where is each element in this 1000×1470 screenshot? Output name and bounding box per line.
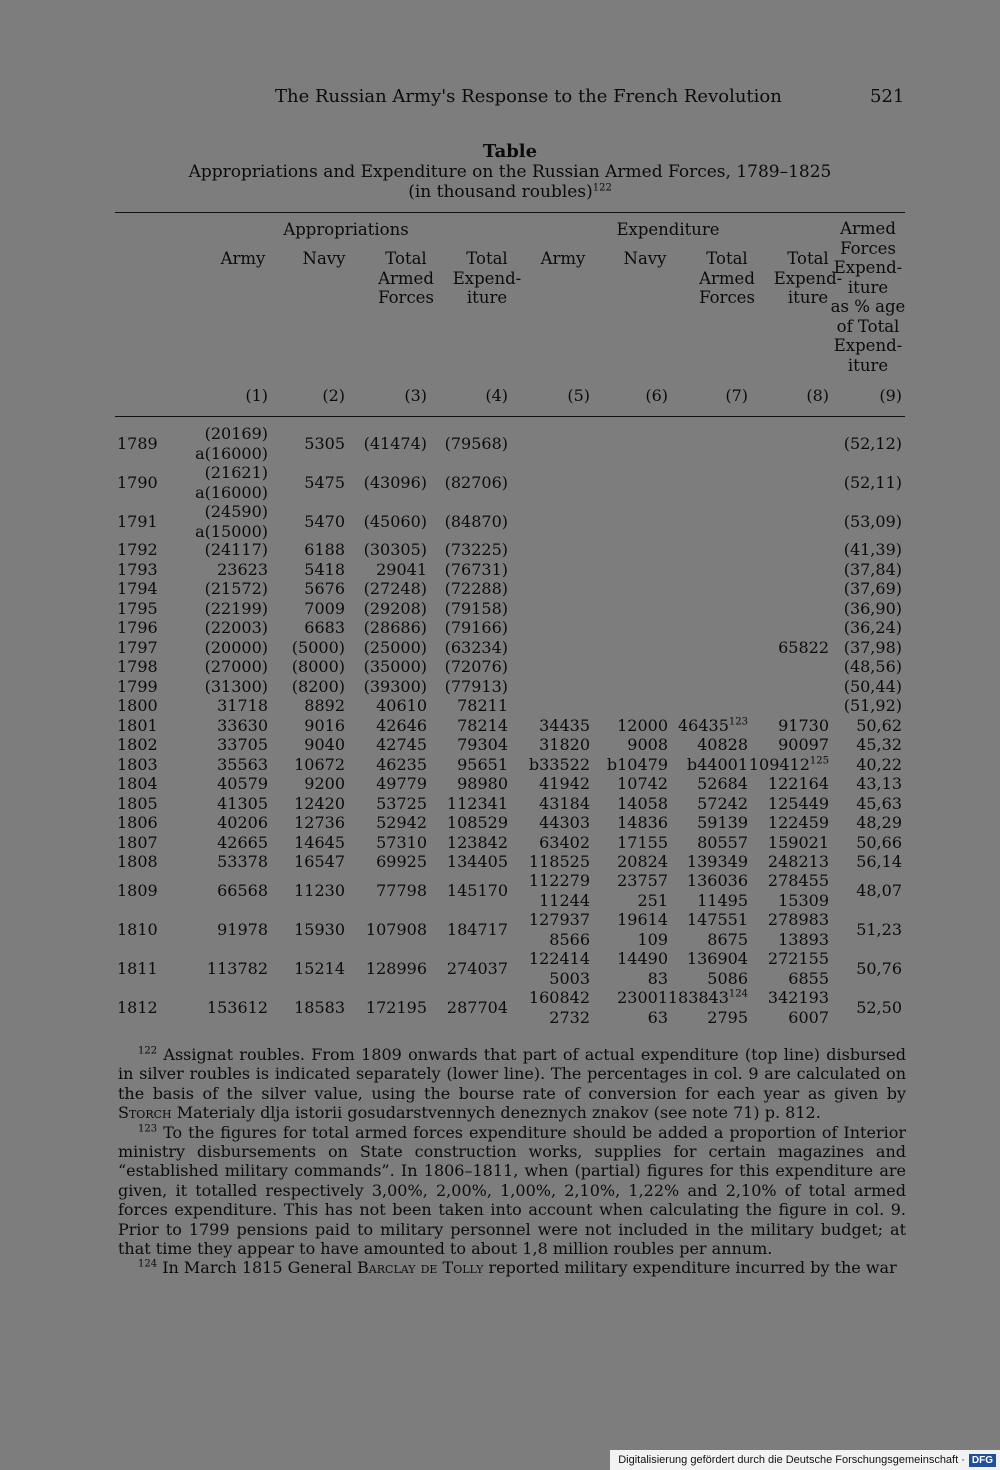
cell-c2: 9016: [304, 716, 345, 735]
cell-c8: 122164: [767, 774, 829, 793]
column-number: (6): [645, 386, 668, 405]
row-year: 1789: [117, 433, 158, 453]
cell-army-appropriation: 53378: [217, 852, 268, 871]
column-header: Total Expend- iture: [773, 249, 843, 307]
cell-c3: 128996: [365, 958, 427, 978]
row-year: 1801: [117, 716, 158, 735]
row-year: 1807: [117, 833, 158, 852]
cell-c8-silver: 6007: [788, 1007, 829, 1027]
column-number: (1): [245, 386, 268, 405]
cell-c7: 139349: [686, 852, 748, 871]
cell-c2: 5418: [304, 560, 345, 579]
row-year: 1805: [117, 794, 158, 813]
cell-c6: 17155: [617, 833, 668, 852]
cell-c7-assignat: 147551: [686, 910, 748, 929]
row-year: 1800: [117, 696, 158, 715]
cell-c8: 90097: [778, 735, 829, 754]
cell-army-appropriation: 153612: [206, 997, 268, 1017]
cell-c3: 46235: [376, 755, 427, 774]
cell-c9-percentage: 50,62: [856, 716, 902, 735]
cell-c2: 14645: [294, 833, 345, 852]
cell-army-appropriation: (22003): [204, 618, 268, 637]
cell-army-appropriation: 113782: [206, 958, 268, 978]
cell-c3: 42646: [376, 716, 427, 735]
cell-c6-assignat: 14490: [617, 949, 668, 968]
cell-c5-assignat: 160842: [528, 988, 590, 1007]
row-year: 1792: [117, 540, 158, 559]
cell-army-appropriation: 33630: [217, 716, 268, 735]
cell-c9-percentage: 50,66: [856, 833, 902, 852]
cell-army-appropriation: (24590): [204, 502, 268, 521]
row-year: 1797: [117, 638, 158, 657]
cell-c4: 79304: [457, 735, 508, 754]
cell-c6: 12000: [617, 716, 668, 735]
cell-c3: (25000): [363, 638, 427, 657]
cell-c3: 49779: [376, 774, 427, 793]
cell-c5: 44303: [539, 813, 590, 832]
cell-c2: 10672: [294, 755, 345, 774]
cell-c9-percentage: 50,76: [856, 958, 902, 978]
row-year: 1804: [117, 774, 158, 793]
cell-c5-assignat: 112279: [528, 871, 590, 890]
cell-c9-percentage: (37,84): [843, 560, 902, 579]
row-year: 1795: [117, 599, 158, 618]
row-year: 1812: [117, 997, 158, 1017]
row-year: 1811: [117, 958, 158, 978]
cell-c9-percentage: 56,14: [856, 852, 902, 871]
column-header: Total Armed Forces: [699, 249, 755, 307]
cell-army-appropriation-alt: a(15000): [195, 521, 268, 541]
cell-army-appropriation: (21621): [204, 463, 268, 482]
cell-c4: 184717: [446, 919, 508, 939]
cell-c4: (77913): [444, 677, 508, 696]
cell-c2: 5305: [304, 433, 345, 453]
cell-c9-percentage: (36,90): [843, 599, 902, 618]
cell-c9-percentage: (50,44): [843, 677, 902, 696]
cell-army-appropriation: 66568: [217, 880, 268, 900]
cell-c2: 9200: [304, 774, 345, 793]
cell-c3: (29208): [363, 599, 427, 618]
cell-c9-percentage: 51,23: [856, 919, 902, 939]
cell-c2: 6188: [304, 540, 345, 559]
cell-c3: (45060): [363, 511, 427, 531]
cell-c3: (43096): [363, 472, 427, 492]
cell-c4: (72288): [444, 579, 508, 598]
table-title: Appropriations and Expenditure on the Russian Armed Forces, 1789–1825: [188, 162, 832, 182]
cell-army-appropriation: 33705: [217, 735, 268, 754]
cell-c2: (8200): [291, 677, 345, 696]
cell-army-appropriation: 31718: [217, 696, 268, 715]
cell-c9-percentage: 52,50: [856, 997, 902, 1017]
cell-c2: (5000): [291, 638, 345, 657]
column-header: Navy: [302, 249, 346, 268]
cell-army-appropriation: 35563: [217, 755, 268, 774]
footnotes: [118, 1045, 906, 1278]
cell-army-appropriation: 91978: [217, 919, 268, 939]
group-expenditure: Expenditure: [616, 220, 720, 239]
cell-c9-percentage: 43,13: [856, 774, 902, 793]
cell-c9-percentage: 45,63: [856, 794, 902, 813]
group-appropriations: Appropriations: [283, 220, 409, 239]
cell-c5-silver: 11244: [539, 890, 590, 910]
cell-c5-silver: 8566: [549, 929, 590, 949]
cell-c8-assignat: 342193: [767, 988, 829, 1007]
table-units: (in thousand roubles)$^{122}$: [408, 182, 612, 202]
cell-c4: 287704: [446, 997, 508, 1017]
cell-c4: 78211: [457, 696, 508, 715]
column-number: (2): [322, 386, 345, 405]
cell-c2: 6683: [304, 618, 345, 637]
row-year: 1794: [117, 579, 158, 598]
cell-c3: (27248): [363, 579, 427, 598]
cell-c3: 42745: [376, 735, 427, 754]
cell-c4: (72076): [444, 657, 508, 676]
cell-c7-assignat: 183843$^{124}$: [667, 988, 748, 1007]
cell-c2: 15214: [294, 958, 345, 978]
column-header: Army: [540, 249, 586, 268]
cell-c7-silver: 5086: [707, 968, 748, 988]
column-number: (7): [725, 386, 748, 405]
cell-army-appropriation: (24117): [204, 540, 268, 559]
cell-army-appropriation-alt: a(16000): [195, 482, 268, 502]
cell-c4: 95651: [457, 755, 508, 774]
cell-c8: 65822: [778, 638, 829, 657]
cell-c4: 98980: [457, 774, 508, 793]
cell-army-appropriation-alt: a(16000): [195, 443, 268, 463]
row-year: 1803: [117, 755, 158, 774]
cell-c6: 14836: [617, 813, 668, 832]
cell-c3: 57310: [376, 833, 427, 852]
dfg-logo: DFG: [969, 1454, 996, 1467]
cell-c2: 12420: [294, 794, 345, 813]
cell-c7: 46435$^{123}$: [678, 716, 748, 735]
row-year: 1791: [117, 511, 158, 531]
cell-c5-assignat: 122414: [528, 949, 590, 968]
cell-army-appropriation: (22199): [204, 599, 268, 618]
column-number: (4): [485, 386, 508, 405]
row-year: 1806: [117, 813, 158, 832]
cell-c2: 11230: [294, 880, 345, 900]
cell-c3: 53725: [376, 794, 427, 813]
cell-c9-percentage: (37,98): [843, 638, 902, 657]
cell-c7: 40828: [697, 735, 748, 754]
cell-c9-percentage: (37,69): [843, 579, 902, 598]
cell-army-appropriation: 41305: [217, 794, 268, 813]
cell-c6: 10742: [617, 774, 668, 793]
cell-c4: 108529: [446, 813, 508, 832]
cell-c8: 125449: [767, 794, 829, 813]
row-year: 1790: [117, 472, 158, 492]
page-number: 521: [870, 86, 905, 107]
column-header: Total Expend- iture: [452, 249, 522, 307]
cell-c8: 91730: [778, 716, 829, 735]
cell-c6: 20824: [617, 852, 668, 871]
cell-c2: 9040: [304, 735, 345, 754]
footnote-ref: 122: [592, 182, 612, 194]
row-year: 1796: [117, 618, 158, 637]
footnote-ref: 124: [728, 988, 748, 1000]
cell-c7-assignat: 136904: [686, 949, 748, 968]
digitization-footer: [610, 1450, 1000, 1470]
column-number: (9): [879, 386, 902, 405]
cell-c3: 77798: [376, 880, 427, 900]
cell-c3: 29041: [376, 560, 427, 579]
cell-c5: b33522: [528, 755, 590, 774]
cell-c5-silver: 2732: [549, 1007, 590, 1027]
cell-c7: 52684: [697, 774, 748, 793]
cell-c5: 41942: [539, 774, 590, 793]
cell-c4: 274037: [446, 958, 508, 978]
cell-c4: 112341: [446, 794, 508, 813]
cell-army-appropriation: (27000): [204, 657, 268, 676]
cell-c5: 43184: [539, 794, 590, 813]
footnote-ref: 123: [728, 716, 748, 728]
cell-c5-assignat: 127937: [528, 910, 590, 929]
column-number: (8): [806, 386, 829, 405]
column-header: Total Armed Forces: [378, 249, 434, 307]
row-year: 1809: [117, 880, 158, 900]
cell-c4: 78214: [457, 716, 508, 735]
cell-c9-percentage: (51,92): [843, 696, 902, 715]
column-number: (3): [404, 386, 427, 405]
cell-c4: 145170: [446, 880, 508, 900]
cell-c8-silver: 15309: [778, 890, 829, 910]
footnote-ref: 125: [809, 755, 829, 767]
cell-c4: 123842: [446, 833, 508, 852]
cell-army-appropriation: 40579: [217, 774, 268, 793]
cell-c9-percentage: 40,22: [856, 755, 902, 774]
cell-c8-silver: 13893: [778, 929, 829, 949]
table-label: Table: [482, 141, 538, 162]
cell-c4: (63234): [444, 638, 508, 657]
cell-c8-assignat: 278455: [767, 871, 829, 890]
row-year: 1810: [117, 919, 158, 939]
cell-c4: (79166): [444, 618, 508, 637]
cell-army-appropriation: 42665: [217, 833, 268, 852]
cell-c2: (8000): [291, 657, 345, 676]
cell-c7: 59139: [697, 813, 748, 832]
column-header: Army: [220, 249, 266, 268]
cell-c2: 5470: [304, 511, 345, 531]
cell-c6-silver: 83: [647, 968, 668, 988]
cell-c9-percentage: 45,32: [856, 735, 902, 754]
cell-c2: 7009: [304, 599, 345, 618]
cell-c9-percentage: (52,12): [843, 433, 902, 453]
cell-c3: 172195: [365, 997, 427, 1017]
cell-c4: (82706): [444, 472, 508, 492]
cell-c9-percentage: (36,24): [843, 618, 902, 637]
cell-c7: b44001: [686, 755, 748, 774]
cell-c8: 248213: [767, 852, 829, 871]
cell-c2: 18583: [294, 997, 345, 1017]
cell-c7-silver: 11495: [697, 890, 748, 910]
cell-c3: 69925: [376, 852, 427, 871]
cell-c8: 159021: [767, 833, 829, 852]
cell-army-appropriation: 40206: [217, 813, 268, 832]
row-year: 1799: [117, 677, 158, 696]
cell-c7-silver: 2795: [707, 1007, 748, 1027]
cell-c6-silver: 251: [637, 890, 668, 910]
cell-c4: (84870): [444, 511, 508, 531]
cell-c8-silver: 6855: [788, 968, 829, 988]
cell-c3: (39300): [363, 677, 427, 696]
cell-c6: 14058: [617, 794, 668, 813]
cell-c5: 31820: [539, 735, 590, 754]
cell-c9-percentage: (41,39): [843, 540, 902, 559]
footer-text: Digitalisierung gefördert durch die Deutsche Forschungsgemeinschaft ·: [618, 1454, 965, 1466]
row-year: 1808: [117, 852, 158, 871]
cell-c4: (79568): [444, 433, 508, 453]
running-title: The Russian Army's Response to the French Revolution: [275, 86, 782, 107]
cell-c6-assignat: 23757: [617, 871, 668, 890]
cell-c7-assignat: 136036: [686, 871, 748, 890]
row-year: 1793: [117, 560, 158, 579]
cell-c2: 15930: [294, 919, 345, 939]
column-header: Armed Forces Expend- iture as % age of Total Expend- iture: [830, 219, 906, 375]
cell-c9-percentage: (52,11): [843, 472, 902, 492]
cell-c5: 63402: [539, 833, 590, 852]
cell-c2: 16547: [294, 852, 345, 871]
cell-c5-silver: 5003: [549, 968, 590, 988]
cell-c7: 80557: [697, 833, 748, 852]
cell-c7: 57242: [697, 794, 748, 813]
row-year: 1802: [117, 735, 158, 754]
cell-c9-percentage: (53,09): [843, 511, 902, 531]
cell-c5: 118525: [528, 852, 590, 871]
cell-c3: 107908: [365, 919, 427, 939]
cell-c8: 122459: [767, 813, 829, 832]
cell-c6-silver: 109: [637, 929, 668, 949]
cell-c9-percentage: (48,56): [843, 657, 902, 676]
cell-c2: 5475: [304, 472, 345, 492]
cell-c8-assignat: 278983: [767, 910, 829, 929]
cell-c5: 34435: [539, 716, 590, 735]
cell-c3: (30305): [363, 540, 427, 559]
cell-c4: 134405: [446, 852, 508, 871]
cell-c6-silver: 63: [647, 1007, 668, 1027]
cell-c4: (76731): [444, 560, 508, 579]
cell-army-appropriation: (20169): [204, 424, 268, 443]
footnote-122: $^{122}$ Assignat roubles. From 1809 onwards that part of actual expenditure (top line) disbursed in silver roubles is indicated separately (lower line). The percentages in col. 9 are calculated on the basis of the silver value, using the bourse rate of conversion for each year as given by Storch Materialy dlja istorii gosudarstvennych deneznych znakov (see note 71) p. 812.: [118, 1045, 906, 1123]
cell-c3: (35000): [363, 657, 427, 676]
cell-c9-percentage: 48,07: [856, 880, 902, 900]
footnote-123: $^{123}$ To the figures for total armed forces expenditure should be added a proportion of Interior ministry disbursements on State construction works, supplies for certain magazines and “established military commands”. In 1806–1811, when (partial) figures for this expenditure are given, it totalled respectively 3,00%, 2,00%, 1,00%, 2,10%, 1,22% and 2,10% of total armed forces expenditure. This has not been taken into account when calculating the figure in col. 9. Prior to 1799 pensions paid to military personnel were not included in the military budget; at that time they appear to have amounted to about 1,8 million roubles per annum.: [118, 1122, 906, 1259]
cell-c9-percentage: 48,29: [856, 813, 902, 832]
column-header: Navy: [623, 249, 667, 268]
cell-army-appropriation: 23623: [217, 560, 268, 579]
cell-c2: 8892: [304, 696, 345, 715]
cell-c3: (41474): [363, 433, 427, 453]
footnote-124: $^{124}$ In March 1815 General Barclay de Tolly reported military expenditure incurred by the war: [138, 1258, 897, 1278]
cell-c3: 40610: [376, 696, 427, 715]
cell-c2: 12736: [294, 813, 345, 832]
cell-c2: 5676: [304, 579, 345, 598]
cell-c4: (79158): [444, 599, 508, 618]
cell-c7-silver: 8675: [707, 929, 748, 949]
cell-army-appropriation: (20000): [204, 638, 268, 657]
cell-c6: 9008: [627, 735, 668, 754]
cell-c8-assignat: 272155: [767, 949, 829, 968]
cell-army-appropriation: (31300): [204, 677, 268, 696]
cell-army-appropriation: (21572): [204, 579, 268, 598]
cell-c6: b10479: [606, 755, 668, 774]
cell-c3: (28686): [363, 618, 427, 637]
cell-c6-assignat: 19614: [617, 910, 668, 929]
row-year: 1798: [117, 657, 158, 676]
cell-c4: (73225): [444, 540, 508, 559]
column-number: (5): [567, 386, 590, 405]
cell-c8: 109412$^{125}$: [748, 755, 829, 774]
cell-c6-assignat: 23001: [617, 988, 668, 1007]
cell-c3: 52942: [376, 813, 427, 832]
